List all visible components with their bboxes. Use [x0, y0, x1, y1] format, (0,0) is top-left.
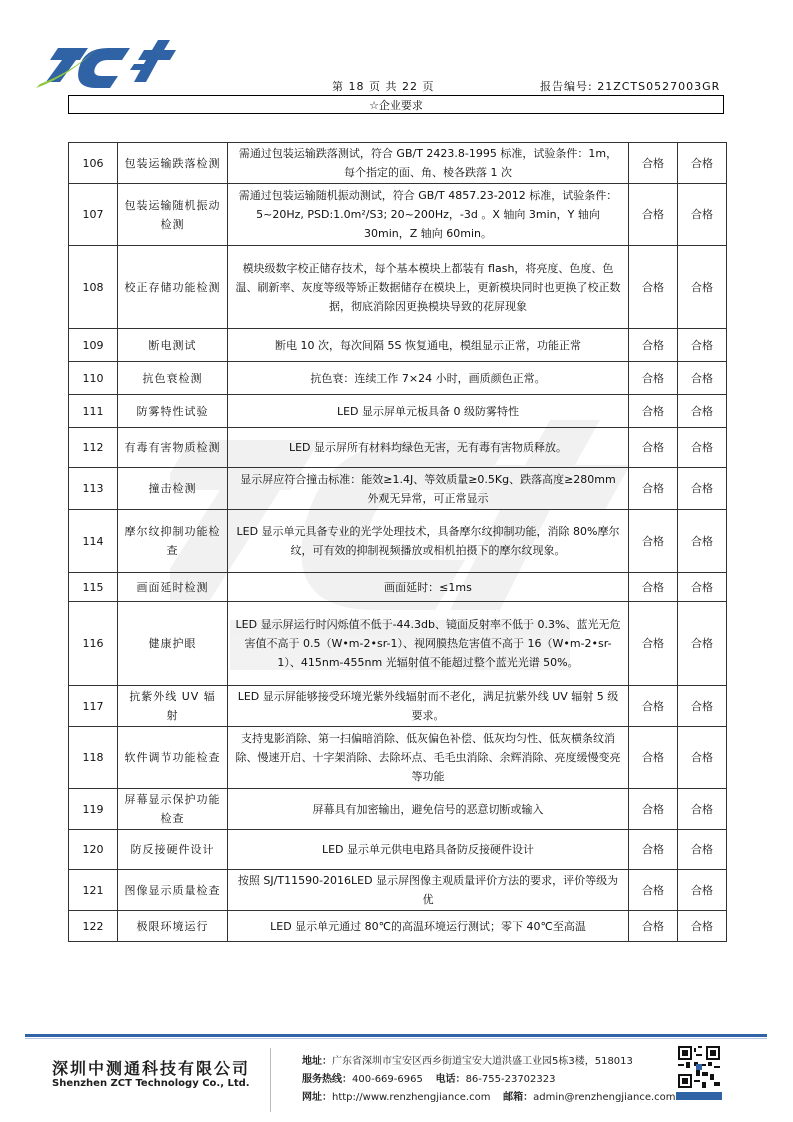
row-result-1: 合格	[629, 830, 678, 870]
table-row	[69, 510, 727, 573]
table-row	[69, 468, 727, 510]
address-line	[302, 1052, 633, 1067]
web-line	[302, 1088, 676, 1103]
row-result-1: 合格	[629, 789, 678, 830]
company-name-cn: 深圳中测通科技有限公司	[52, 1059, 251, 1078]
row-description: 需通过包装运输随机振动测试，符合 GB/T 4857.23-2012 标准，试验条件：5~20Hz, PSD:1.0m²/S3; 20~200Hz，-3d 。X 轴向 3min，Y 轴向 30min，Z 轴向 60min。	[228, 184, 629, 246]
page-number: 第 18 页 共 22 页	[332, 80, 435, 93]
company-name-en: Shenzhen ZCT Technology Co., Ltd.	[52, 1078, 250, 1089]
row-result-2: 合格	[678, 573, 727, 602]
row-result-1: 合格	[629, 870, 678, 911]
row-result-2: 合格	[678, 468, 727, 510]
footer-divider	[270, 1048, 271, 1112]
row-description: LED 显示单元供电电路具备防反接硬件设计	[228, 830, 629, 870]
row-number: 120	[69, 830, 118, 870]
row-item: 撞击检测	[118, 468, 228, 510]
table-row	[69, 362, 727, 395]
table-row	[69, 184, 727, 246]
qr-caption-bar	[676, 1092, 722, 1100]
table-row	[69, 727, 727, 789]
row-result-1: 合格	[629, 428, 678, 468]
table-row	[69, 428, 727, 468]
row-number: 109	[69, 329, 118, 362]
row-description: 支持鬼影消除、第一扫偏暗消除、低灰偏色补偿、低灰均匀性、低灰横条纹消除、慢速开启、十字架消除、去除坏点、毛毛虫消除、余辉消除、亮度缓慢变亮等功能	[228, 727, 629, 789]
row-description: LED 显示屏运行时闪烁值不低于-44.3db、镜面反射率不低于 0.3%、蓝光无危害值不高于 0.5（W•m-2•sr-1）、视网膜热危害值不高于 16（W•m-2•sr-1）、415nm-455nm 光辐射值不能超过整个蓝光光谱 50%。	[228, 602, 629, 686]
row-item: 健康护眼	[118, 602, 228, 686]
row-description: 按照 SJ/T11590-2016LED 显示屏图像主观质量评价方法的要求，评价等级为优	[228, 870, 629, 911]
table-row	[69, 395, 727, 428]
hotline-text: 400-669-6965	[352, 1074, 423, 1085]
email-label: 邮箱：	[503, 1092, 534, 1103]
company-logo	[30, 30, 180, 96]
row-result-2: 合格	[678, 789, 727, 830]
section-title: ☆企业要求	[68, 95, 724, 114]
row-result-2: 合格	[678, 510, 727, 573]
table-row	[69, 246, 727, 329]
row-description: LED 显示屏能够接受环境光紫外线辐射而不老化，满足抗紫外线 UV 辐射 5 级要求。	[228, 686, 629, 727]
row-item: 屏幕显示保护功能检查	[118, 789, 228, 830]
row-number: 115	[69, 573, 118, 602]
row-item: 软件调节功能检查	[118, 727, 228, 789]
row-number: 107	[69, 184, 118, 246]
row-result-2: 合格	[678, 428, 727, 468]
row-result-2: 合格	[678, 395, 727, 428]
row-result-1: 合格	[629, 727, 678, 789]
row-number: 114	[69, 510, 118, 573]
row-item: 断电测试	[118, 329, 228, 362]
row-result-1: 合格	[629, 395, 678, 428]
row-result-2: 合格	[678, 329, 727, 362]
row-item: 摩尔纹抑制功能检查	[118, 510, 228, 573]
row-result-2: 合格	[678, 246, 727, 329]
row-result-1: 合格	[629, 510, 678, 573]
table-row	[69, 329, 727, 362]
row-description: 画面延时：≤1ms	[228, 573, 629, 602]
table-row	[69, 830, 727, 870]
phone-line	[302, 1070, 556, 1085]
table-row	[69, 789, 727, 830]
row-item: 有毒有害物质检测	[118, 428, 228, 468]
row-item: 抗色衰检测	[118, 362, 228, 395]
row-result-2: 合格	[678, 143, 727, 184]
row-item: 防雾特性试验	[118, 395, 228, 428]
report-number: 报告编号: 21ZCTS0527003GR	[540, 80, 721, 93]
row-description: LED 显示屏所有材料均绿色无害，无有毒有害物质释放。	[228, 428, 629, 468]
requirements-table	[68, 142, 727, 942]
row-item: 画面延时检测	[118, 573, 228, 602]
row-result-1: 合格	[629, 573, 678, 602]
row-result-2: 合格	[678, 870, 727, 911]
row-description: 抗色衰：连续工作 7×24 小时，画质颜色正常。	[228, 362, 629, 395]
table-row	[69, 143, 727, 184]
row-result-2: 合格	[678, 362, 727, 395]
row-result-2: 合格	[678, 727, 727, 789]
row-item: 图像显示质量检查	[118, 870, 228, 911]
footer-bar-thin	[25, 1038, 767, 1039]
row-result-1: 合格	[629, 686, 678, 727]
row-number: 108	[69, 246, 118, 329]
row-number: 111	[69, 395, 118, 428]
row-result-2: 合格	[678, 184, 727, 246]
row-item: 校正存储功能检测	[118, 246, 228, 329]
row-number: 117	[69, 686, 118, 727]
row-description: LED 显示屏单元板具备 0 级防雾特性	[228, 395, 629, 428]
table-row	[69, 686, 727, 727]
row-result-2: 合格	[678, 830, 727, 870]
row-result-1: 合格	[629, 246, 678, 329]
table-row	[69, 870, 727, 911]
hotline-label: 服务热线：	[302, 1074, 352, 1085]
row-number: 110	[69, 362, 118, 395]
row-description: LED 显示单元通过 80℃的高温环境运行测试；零下 40℃至高温	[228, 911, 629, 942]
address-text: 广东省深圳市宝安区西乡街道宝安大道洪盛工业园5栋3楼，518013	[332, 1056, 633, 1067]
row-item: 防反接硬件设计	[118, 830, 228, 870]
row-result-1: 合格	[629, 362, 678, 395]
row-item: 抗紫外线 UV 辐射	[118, 686, 228, 727]
row-item: 极限环境运行	[118, 911, 228, 942]
qr-code	[678, 1046, 720, 1088]
row-result-1: 合格	[629, 143, 678, 184]
row-result-2: 合格	[678, 686, 727, 727]
row-description: 断电 10 次，每次间隔 5S 恢复通电，模组显示正常，功能正常	[228, 329, 629, 362]
web-link[interactable]: http://www.renzhengjiance.com	[332, 1092, 491, 1103]
footer-bar	[25, 1034, 767, 1037]
row-item: 包装运输跌落检测	[118, 143, 228, 184]
table-row	[69, 911, 727, 942]
table-row	[69, 573, 727, 602]
table-row	[69, 602, 727, 686]
row-number: 121	[69, 870, 118, 911]
row-result-1: 合格	[629, 602, 678, 686]
row-result-2: 合格	[678, 602, 727, 686]
row-result-1: 合格	[629, 911, 678, 942]
address-label: 地址：	[302, 1056, 332, 1067]
phone-label: 电话：	[435, 1074, 466, 1085]
row-number: 122	[69, 911, 118, 942]
row-result-2: 合格	[678, 911, 727, 942]
row-description: LED 显示单元具备专业的光学处理技术，具备摩尔纹抑制功能，消除 80%摩尔纹，可有效的抑制视频播放或相机拍摄下的摩尔纹现象。	[228, 510, 629, 573]
row-number: 116	[69, 602, 118, 686]
row-item: 包装运输随机振动检测	[118, 184, 228, 246]
row-description: 需通过包装运输跌落测试，符合 GB/T 2423.8-1995 标准，试验条件：1m，每个指定的面、角、棱各跌落 1 次	[228, 143, 629, 184]
row-number: 112	[69, 428, 118, 468]
phone-text: 86-755-23702323	[465, 1074, 556, 1085]
row-result-1: 合格	[629, 329, 678, 362]
web-label: 网址：	[302, 1092, 332, 1103]
row-number: 113	[69, 468, 118, 510]
row-number: 106	[69, 143, 118, 184]
row-result-1: 合格	[629, 184, 678, 246]
row-number: 118	[69, 727, 118, 789]
row-description: 模块级数字校正储存技术，每个基本模块上都装有 flash，将亮度、色度、色温、刷新率、灰度等级等矫正数据储存在模块上，更新模块同时也更换了校正数据，彻底消除因更换模块导致的花屏现象	[228, 246, 629, 329]
email-link[interactable]: admin@renzhengjiance.com	[533, 1092, 676, 1103]
row-description: 显示屏应符合撞击标准：能效≥1.4J、等效质量≥0.5Kg、跌落高度≥280mm 外观无异常，可正常显示	[228, 468, 629, 510]
row-number: 119	[69, 789, 118, 830]
row-result-1: 合格	[629, 468, 678, 510]
row-description: 屏幕具有加密输出，避免信号的恶意切断或输入	[228, 789, 629, 830]
